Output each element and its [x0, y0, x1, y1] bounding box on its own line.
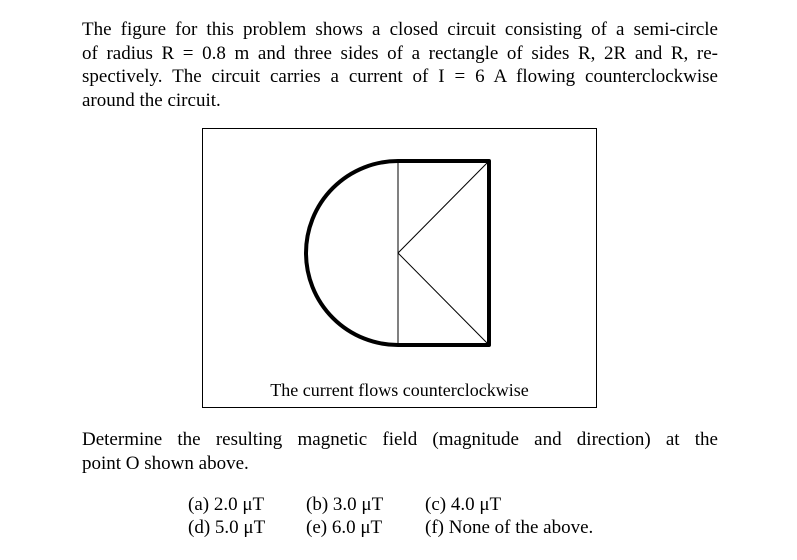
choice-b: (b) 3.0 μT [306, 494, 384, 515]
circuit-diagram [203, 129, 598, 409]
choice-e: (e) 6.0 μT [306, 517, 383, 538]
choice-a: (a) 2.0 μT [188, 494, 265, 515]
semicircle-wire [306, 161, 398, 345]
problem-line: spectively. The circuit carries a current of I = 6 A flowing counterclockwise [82, 66, 718, 87]
figure-caption: The current flows counterclockwise [270, 380, 529, 400]
problem-line: The figure for this problem shows a closed circuit consisting of a semi-circle [82, 19, 718, 40]
problem-line: around the circuit. [82, 90, 221, 111]
choice-d: (d) 5.0 μT [188, 517, 266, 538]
diagonal-line-upper [398, 161, 489, 253]
circuit-figure [202, 128, 597, 408]
problem-line: of radius R = 0.8 m and three sides of a rectangle of sides R, 2R and R, re- [82, 43, 718, 64]
question-line: point O shown above. [82, 453, 249, 474]
choice-c: (c) 4.0 μT [425, 494, 502, 515]
diagonal-line-lower [398, 253, 489, 345]
rectangle-wire [398, 161, 489, 345]
choice-f: (f) None of the above. [425, 517, 594, 538]
question-line: Determine the resulting magnetic field (magnitude and direction) at the [82, 429, 718, 450]
